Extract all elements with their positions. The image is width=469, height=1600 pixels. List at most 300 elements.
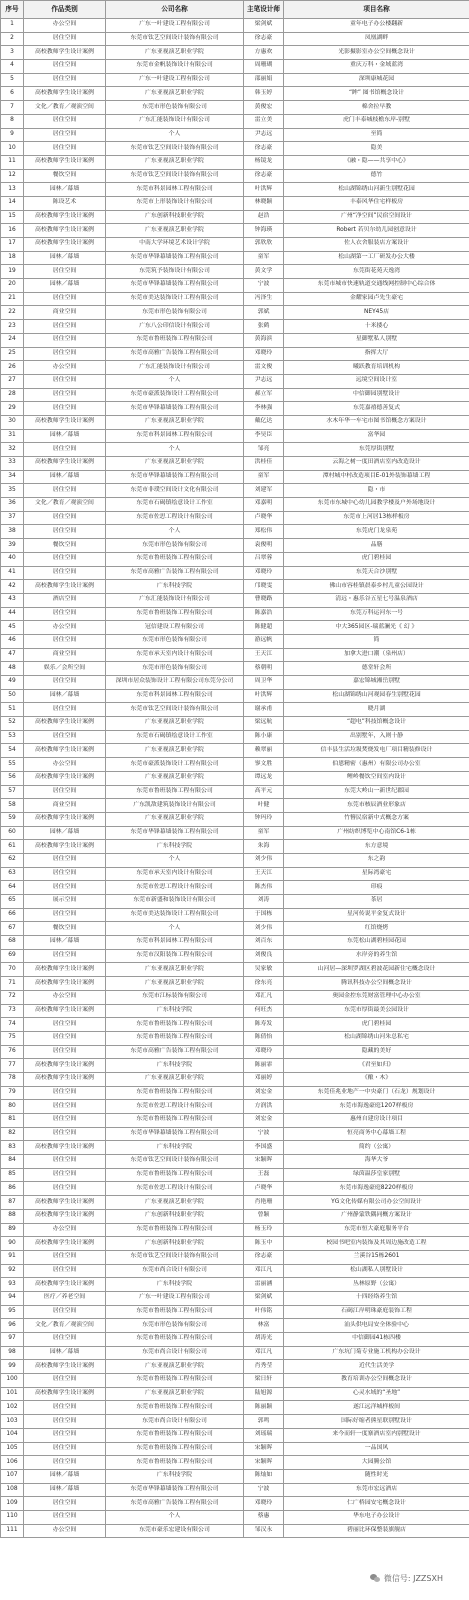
row-serial: 23	[1, 320, 24, 334]
row-company: 东莞市科景园林工程有限公司	[106, 429, 244, 443]
row-company: 个人	[106, 1510, 244, 1524]
table-row	[1, 155, 469, 169]
row-serial: 98	[1, 1346, 24, 1360]
row-designer: 袁俊明	[244, 539, 284, 553]
row-category: 居住空间	[24, 511, 106, 525]
row-category: 办公空间	[24, 1524, 106, 1538]
table-row	[1, 812, 469, 826]
row-serial: 13	[1, 183, 24, 197]
row-serial: 109	[1, 1497, 24, 1511]
row-company: 广东科技学院	[106, 840, 244, 854]
row-designer: 邓汇凡	[244, 990, 284, 1004]
row-designer: 周卫华	[244, 676, 284, 690]
table-row	[1, 347, 469, 361]
row-serial: 99	[1, 1360, 24, 1374]
row-designer: 刘少伟	[244, 922, 284, 936]
row-designer: 游远帆	[244, 634, 284, 648]
row-project: 水岸旁的养生馆	[284, 949, 469, 963]
row-designer: 郭欣欣	[244, 238, 284, 252]
table-row	[1, 826, 469, 840]
row-category: 居住空间	[24, 1018, 106, 1032]
row-category: 高校教师学生设计案例	[24, 1141, 106, 1155]
row-serial: 47	[1, 648, 24, 662]
row-company: 东莞市科景园林工程有限公司	[106, 183, 244, 197]
row-category: 居住空间	[24, 785, 106, 799]
row-project: 东莞万科运河东一号	[284, 607, 469, 621]
row-serial: 38	[1, 525, 24, 539]
row-designer: 徐志豪	[244, 32, 284, 46]
table-row	[1, 703, 469, 717]
table-row	[1, 1291, 469, 1305]
header-company: 公司名称	[106, 1, 244, 19]
row-category: 餐饮空间	[24, 539, 106, 553]
row-category: 居住空间	[24, 566, 106, 580]
row-designer: 叶洪辉	[244, 183, 284, 197]
row-project: 隐・市	[284, 484, 469, 498]
row-category: 园林／幕墙	[24, 429, 106, 443]
row-project: 云海之树一度田酒店室内改造设计	[284, 457, 469, 471]
row-company: 东莞市华锋幕墙装饰工程有限公司	[106, 1127, 244, 1141]
table-row	[1, 634, 469, 648]
watermark-text: 微信号: JZZSXH	[383, 1574, 443, 1583]
row-designer: 张鹤	[244, 320, 284, 334]
row-company: 广东一叶建设工程有限公司	[106, 1291, 244, 1305]
row-category: 高校教师学生设计案例	[24, 46, 106, 60]
row-project: 来今而轩一度寨酒店室内别墅设计	[284, 1428, 469, 1442]
row-category: 办公空间	[24, 621, 106, 635]
table-row	[1, 46, 469, 60]
row-company: 东莞市金帆装饰设计有限公司	[106, 60, 244, 74]
row-serial: 42	[1, 580, 24, 594]
row-serial: 87	[1, 1196, 24, 1210]
row-company: 东莞市鲁班装饰工程有限公司	[106, 1401, 244, 1415]
row-designer: 戴亿达	[244, 415, 284, 429]
row-category: 居住空间	[24, 1182, 106, 1196]
row-serial: 26	[1, 361, 24, 375]
table-row	[1, 867, 469, 881]
row-serial: 82	[1, 1127, 24, 1141]
row-category: 园林／幕墙	[24, 183, 106, 197]
row-designer: 邓晓玲	[244, 1497, 284, 1511]
row-project: 广东坑门菊专业施工机构办公设计	[284, 1346, 469, 1360]
row-category: 高校教师学生设计案例	[24, 977, 106, 991]
row-designer: 梁剑斌	[244, 1291, 284, 1305]
row-designer: 邓嘉明	[244, 498, 284, 512]
row-category: 居住空间	[24, 1497, 106, 1511]
row-designer: 宋颖晖	[244, 1456, 284, 1470]
row-serial: 19	[1, 265, 24, 279]
row-category: 商业空间	[24, 799, 106, 813]
row-company: 广东亚视演艺职业学院	[106, 155, 244, 169]
row-designer: 童军	[244, 470, 284, 484]
table-row	[1, 511, 469, 525]
table-row	[1, 1114, 469, 1128]
row-serial: 85	[1, 1168, 24, 1182]
row-project: 丛林原野（公寓）	[284, 1278, 469, 1292]
row-serial: 90	[1, 1237, 24, 1251]
row-serial: 105	[1, 1442, 24, 1456]
row-project: 潭村城中村改造项目E-01外装饰幕墙工程	[284, 470, 469, 484]
row-serial: 15	[1, 210, 24, 224]
row-designer: 邓江凡	[244, 1264, 284, 1278]
table-row	[1, 676, 469, 690]
row-category: 居住空间	[24, 1428, 106, 1442]
row-company: 广东亚视演艺职业学院	[106, 977, 244, 991]
row-project: 十米搂心	[284, 320, 469, 334]
row-category: 医疗／养老空间	[24, 1291, 106, 1305]
row-project: 佐人衣舍服装店方案设计	[284, 238, 469, 252]
table-row	[1, 1086, 469, 1100]
row-category: 园林／幕墙	[24, 826, 106, 840]
table-row	[1, 717, 469, 731]
row-category: 餐饮空间	[24, 169, 106, 183]
row-company: 东莞市形色装饰有限公司	[106, 1319, 244, 1333]
row-category: 高校教师学生设计案例	[24, 457, 106, 471]
row-project: 教育培训办公空间概念设计	[284, 1374, 469, 1388]
row-category: 居住空间	[24, 730, 106, 744]
row-company: 东莞市鲁班装饰工程有限公司	[106, 785, 244, 799]
row-serial: 35	[1, 484, 24, 498]
row-project: 广州纺织博览中心南馆C6-1栋	[284, 826, 469, 840]
row-designer: 尹志远	[244, 374, 284, 388]
row-company: 东莞市鲁班装饰工程有限公司	[106, 552, 244, 566]
row-designer: 刘建军	[244, 484, 284, 498]
row-project: 十四经络养生馆	[284, 1291, 469, 1305]
table-row	[1, 1346, 469, 1360]
row-company: 广东亚视演艺职业学院	[106, 224, 244, 238]
row-company: 东莞市形色装饰有限公司	[106, 101, 244, 115]
row-company: 广东亚视演艺职业学院	[106, 1387, 244, 1401]
row-company: 东莞市豪派装饰设计工程有限公司	[106, 758, 244, 772]
row-company: 广东创新科技职业学院	[106, 1237, 244, 1251]
table-row	[1, 1483, 469, 1497]
row-serial: 1	[1, 19, 24, 33]
row-category: 商业空间	[24, 306, 106, 320]
row-designer: 李昊臣	[244, 429, 284, 443]
row-category: 居住空间	[24, 607, 106, 621]
row-serial: 40	[1, 552, 24, 566]
table-row	[1, 1250, 469, 1264]
row-category: 居住空间	[24, 1100, 106, 1114]
row-project: 恒亮商务中心幕墙工程	[284, 1127, 469, 1141]
row-serial: 79	[1, 1086, 24, 1100]
table-row	[1, 1387, 469, 1401]
header-project: 项目名称	[284, 1, 469, 19]
row-serial: 100	[1, 1374, 24, 1388]
table-row	[1, 1456, 469, 1470]
row-project: 水木年华一车宅市图书馆概念方案设计	[284, 415, 469, 429]
row-project: 金耀家园卢先生豪宅	[284, 292, 469, 306]
row-category: 居住空间	[24, 634, 106, 648]
row-serial: 96	[1, 1319, 24, 1333]
row-project: 光影摄影室办公空间概念设计	[284, 46, 469, 60]
row-project: 惠州自建房设计项目	[284, 1114, 469, 1128]
row-category: 高校教师学生设计案例	[24, 963, 106, 977]
row-serial: 101	[1, 1387, 24, 1401]
row-serial: 65	[1, 895, 24, 909]
row-category: 办公空间	[24, 19, 106, 33]
row-serial: 2	[1, 32, 24, 46]
row-serial: 83	[1, 1141, 24, 1155]
table-row	[1, 552, 469, 566]
row-company: 个人	[106, 443, 244, 457]
row-designer: 徐志豪	[244, 169, 284, 183]
table-row	[1, 895, 469, 909]
row-project: 腾讯科技办公空间概念设计	[284, 977, 469, 991]
row-category: 高校教师学生设计案例	[24, 1059, 106, 1073]
row-serial: 10	[1, 142, 24, 156]
row-project: 松山湖第一工厂研发办公大楼	[284, 251, 469, 265]
table-row	[1, 785, 469, 799]
row-designer: 宁波	[244, 1483, 284, 1497]
row-designer: 陈丽颖	[244, 1401, 284, 1415]
row-designer: 童军	[244, 826, 284, 840]
row-company: 东莞市鲁班装饰工程有限公司	[106, 1018, 244, 1032]
row-project: 山河居—深圳罗湖区碧波花园新住宅概念设计	[284, 963, 469, 977]
row-category: 高校教师学生设计案例	[24, 1209, 106, 1223]
row-company: 东莞市佐思工程设计有限公司	[106, 1100, 244, 1114]
row-project: 东莞市东城中心幼儿园教学楼及户外场地设计	[284, 498, 469, 512]
table-row	[1, 990, 469, 1004]
row-category: 居住空间	[24, 1045, 106, 1059]
row-serial: 36	[1, 498, 24, 512]
row-designer: 刘宏金	[244, 1114, 284, 1128]
row-company: 东莞市华锋幕墙装饰工程有限公司	[106, 470, 244, 484]
row-category: 园林／幕墙	[24, 279, 106, 293]
row-serial: 8	[1, 114, 24, 128]
row-category: 高校教师学生设计案例	[24, 224, 106, 238]
row-project: 深圳康城花园	[284, 73, 469, 87]
row-project: 广州静蒙铁隅同概方案设计	[284, 1209, 469, 1223]
row-category: 居住空间	[24, 60, 106, 74]
row-serial: 63	[1, 867, 24, 881]
row-project: 红馆烧烤	[284, 922, 469, 936]
row-serial: 74	[1, 1018, 24, 1032]
row-serial: 32	[1, 443, 24, 457]
row-serial: 106	[1, 1456, 24, 1470]
row-designer: 徐东亮	[244, 977, 284, 991]
table-row	[1, 1333, 469, 1347]
row-category: 高校教师学生设计案例	[24, 210, 106, 224]
row-serial: 39	[1, 539, 24, 553]
row-project: 松山湖锦绣山河新生别墅花园	[284, 183, 469, 197]
table-row	[1, 210, 469, 224]
table-row	[1, 662, 469, 676]
row-company: 广东亚视演艺职业学院	[106, 717, 244, 731]
row-company: 东莞市钛艺空间设计装饰有限公司	[106, 1155, 244, 1169]
row-designer: 刘百东	[244, 936, 284, 950]
row-project: 虎门丰泰城枝檐东岸-别墅	[284, 114, 469, 128]
row-designer: 赖翠丽	[244, 744, 284, 758]
row-designer: 邓晓玲	[244, 566, 284, 580]
row-category: 园林／幕墙	[24, 1346, 106, 1360]
row-serial: 56	[1, 771, 24, 785]
row-category: 高校教师学生设计案例	[24, 717, 106, 731]
row-company: 东莞市承天室内设计有限公司	[106, 867, 244, 881]
row-company: 广东创新科技职业学院	[106, 1209, 244, 1223]
row-category: 高校教师学生设计案例	[24, 1237, 106, 1251]
table-row	[1, 1182, 469, 1196]
row-company: 广东汇能装饰设计有限公司	[106, 593, 244, 607]
row-designer: 陈倩怡	[244, 1031, 284, 1045]
row-project: YG文化传媒有限公司办公空间设计	[284, 1196, 469, 1210]
row-project: 东莞大岭山一新世纪郡园	[284, 785, 469, 799]
row-category: 居住空间	[24, 1510, 106, 1524]
table-row	[1, 1428, 469, 1442]
row-company: 广东一叶建设工程有限公司	[106, 73, 244, 87]
row-company: 东莞市鲁班装饰工程有限公司	[106, 1333, 244, 1347]
row-category: 居住空间	[24, 853, 106, 867]
row-project: 虎门碧桂园	[284, 1018, 469, 1032]
table-row	[1, 1469, 469, 1483]
row-designer: 冯泽生	[244, 292, 284, 306]
row-designer: 杨镜龙	[244, 155, 284, 169]
row-designer: 梁远航	[244, 717, 284, 731]
row-designer: 雷立美	[244, 114, 284, 128]
row-company: 东莞市形色装饰有限公司	[106, 634, 244, 648]
row-designer: 邵丽娟	[244, 73, 284, 87]
row-category: 居住空间	[24, 484, 106, 498]
row-project: 东莞嘉禧德善复式	[284, 402, 469, 416]
row-project: 星河传说平金复式设计	[284, 908, 469, 922]
row-designer: 郑松伟	[244, 525, 284, 539]
table-row	[1, 1305, 469, 1319]
table-row	[1, 908, 469, 922]
row-company: 广东科技学院	[106, 1141, 244, 1155]
row-company: 广东科技学院	[106, 1278, 244, 1292]
row-serial: 29	[1, 402, 24, 416]
row-serial: 34	[1, 470, 24, 484]
table-row	[1, 1278, 469, 1292]
row-serial: 14	[1, 196, 24, 210]
row-company: 广东亚视演艺职业学院	[106, 963, 244, 977]
table-row	[1, 306, 469, 320]
row-serial: 11	[1, 155, 24, 169]
row-company: 东莞市尚合设计有限公司	[106, 1264, 244, 1278]
table-row	[1, 470, 469, 484]
row-project: 丰泰风华住宅样板房	[284, 196, 469, 210]
row-serial: 30	[1, 415, 24, 429]
row-designer: 童军	[244, 251, 284, 265]
row-company: 东莞市钛艺空间设计装饰有限公司	[106, 703, 244, 717]
table-row	[1, 1018, 469, 1032]
row-company: 东莞市石碣镇绘意设计工作室	[106, 730, 244, 744]
row-serial: 43	[1, 593, 24, 607]
row-project: 《融・隐——共享中心》	[284, 155, 469, 169]
row-company: 东莞市尚合设计有限公司	[106, 1346, 244, 1360]
table-row	[1, 744, 469, 758]
row-category: 居住空间	[24, 320, 106, 334]
row-category: 居住空间	[24, 1305, 106, 1319]
row-designer: 何旺杰	[244, 1004, 284, 1018]
row-serial: 24	[1, 333, 24, 347]
row-designer: 叶健	[244, 799, 284, 813]
row-project: 隐美	[284, 142, 469, 156]
table-row	[1, 169, 469, 183]
row-serial: 66	[1, 908, 24, 922]
row-project: 绿茵温莎皇家别墅	[284, 1168, 469, 1182]
row-designer: 肖艳珊	[244, 1196, 284, 1210]
row-company: 东莞市形色装饰有限公司	[106, 306, 244, 320]
row-designer: 刘宏金	[244, 1086, 284, 1100]
row-category: 高校教师学生设计案例	[24, 1387, 106, 1401]
row-category: 高校教师学生设计案例	[24, 1004, 106, 1018]
row-category: 居住空间	[24, 676, 106, 690]
row-project: 东莞厚街别墅	[284, 443, 469, 457]
row-project: 碧丽比环保整装旗舰店	[284, 1524, 469, 1538]
row-project: 品膳	[284, 539, 469, 553]
row-company: 个人	[106, 128, 244, 142]
row-designer: 陈杰伟	[244, 881, 284, 895]
row-company: 广东亚视演艺职业学院	[106, 457, 244, 471]
row-serial: 88	[1, 1209, 24, 1223]
table-row	[1, 1168, 469, 1182]
row-serial: 62	[1, 853, 24, 867]
row-company: 东莞市鲁班装饰工程有限公司	[106, 1223, 244, 1237]
row-designer: 宋颖晖	[244, 1442, 284, 1456]
row-project: 东莞市海逸豪庭1207样板房	[284, 1100, 469, 1114]
row-project: 虎门碧桂园	[284, 552, 469, 566]
row-category: 办公空间	[24, 1223, 106, 1237]
table-row	[1, 689, 469, 703]
row-designer: 陈灿如	[244, 1469, 284, 1483]
row-company: 东莞市鲁班装饰工程有限公司	[106, 607, 244, 621]
table-row	[1, 1510, 469, 1524]
row-project: 东莞市城市快速轨道交通线网控制中心综合体	[284, 279, 469, 293]
row-designer: 蔡朝明	[244, 662, 284, 676]
row-category: 高校教师学生设计案例	[24, 771, 106, 785]
row-company: 东莞市新盛和装饰设计有限公司	[106, 895, 244, 909]
row-project: 出别墅年，入则十静	[284, 730, 469, 744]
row-category: 居住空间	[24, 1127, 106, 1141]
row-project: Robert 若贝尔幼儿园创意设计	[284, 224, 469, 238]
row-company: 广东亚视演艺职业学院	[106, 1196, 244, 1210]
row-category: 居住空间	[24, 1114, 106, 1128]
row-company: 广东科技学院	[106, 1469, 244, 1483]
table-row	[1, 443, 469, 457]
table-row	[1, 1127, 469, 1141]
row-serial: 94	[1, 1291, 24, 1305]
row-serial: 67	[1, 922, 24, 936]
row-serial: 89	[1, 1223, 24, 1237]
row-designer: 黄海滨	[244, 333, 284, 347]
row-designer: 尹志远	[244, 128, 284, 142]
row-serial: 111	[1, 1524, 24, 1538]
row-serial: 49	[1, 676, 24, 690]
row-project: 简	[284, 634, 469, 648]
row-project: 校园书吧室内装饰及其周边施改造工程	[284, 1237, 469, 1251]
row-company: 广东亚视演艺职业学院	[106, 771, 244, 785]
row-category: 居住空间	[24, 552, 106, 566]
table-row	[1, 1072, 469, 1086]
row-project: 心灵水域的“圣地”	[284, 1387, 469, 1401]
row-serial: 69	[1, 949, 24, 963]
row-project: 东莞市核辰酒业形象店	[284, 799, 469, 813]
row-project: 东莞市恒大豪庭服务平台	[284, 1223, 469, 1237]
row-project: 德堂轩会所	[284, 662, 469, 676]
row-project: 仁广桥园安宅概念设计	[284, 1497, 469, 1511]
row-category: 办公空间	[24, 361, 106, 375]
row-category: 居住空间	[24, 388, 106, 402]
row-serial: 72	[1, 990, 24, 1004]
table-row	[1, 196, 469, 210]
row-company: 东莞市钛艺空间设计装饰有限公司	[106, 169, 244, 183]
row-category: 居住空间	[24, 1374, 106, 1388]
row-designer: 韩玉婷	[244, 87, 284, 101]
row-company: 个人	[106, 374, 244, 388]
row-designer: 寥文胜	[244, 758, 284, 772]
table-row	[1, 566, 469, 580]
